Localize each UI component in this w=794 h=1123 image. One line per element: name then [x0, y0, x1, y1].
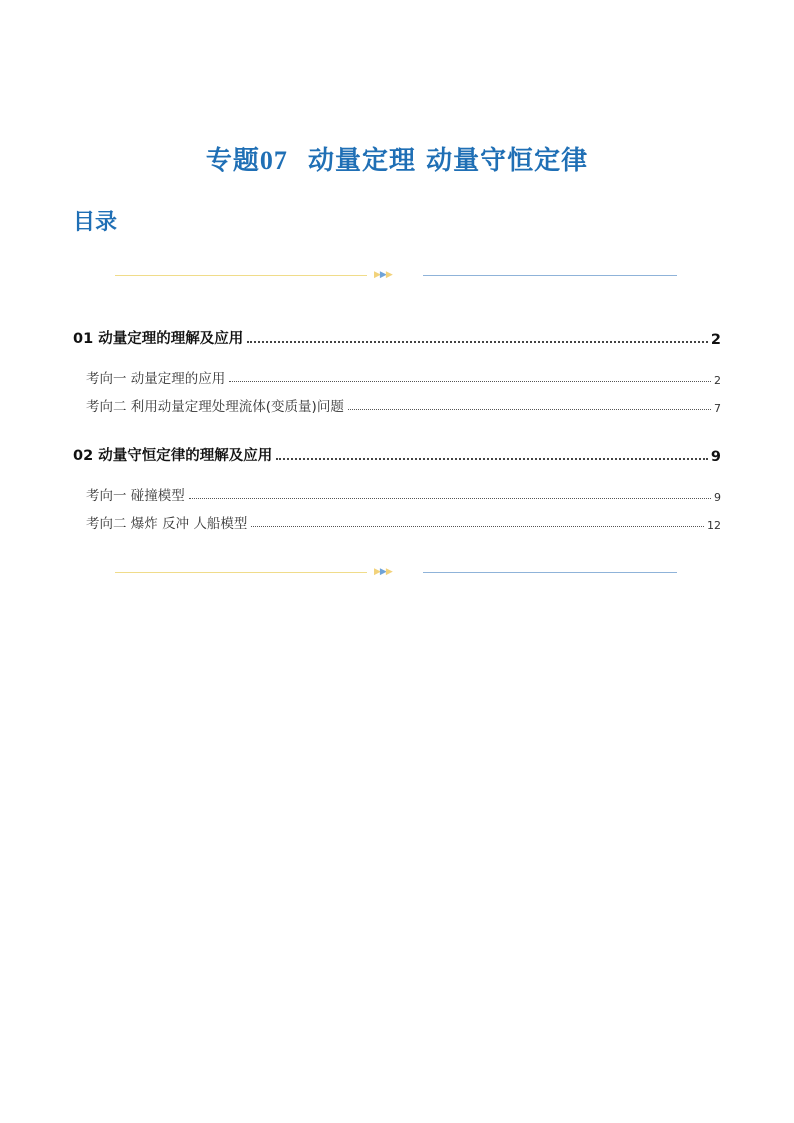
toc-leader-dots	[348, 408, 711, 410]
toc-entry-label: 考向二 爆炸 反冲 人船模型	[86, 516, 248, 532]
toc-entry-section-02[interactable]	[73, 445, 721, 465]
toc-entry-page: 9	[710, 449, 721, 465]
toc-entry-2-1[interactable]	[86, 486, 721, 504]
toc-entry-1-2[interactable]	[86, 397, 721, 415]
toc-entry-label: 02 动量守恒定律的理解及应用	[73, 448, 273, 464]
toc-entry-1-1[interactable]	[86, 369, 721, 387]
toc-entry-page: 2	[714, 374, 721, 387]
divider-left-line	[115, 275, 367, 276]
toc-entry-label: 01 动量定理的理解及应用	[73, 331, 244, 347]
divider-bottom	[115, 568, 677, 578]
toc-entry-label: 考向一 碰撞模型	[86, 488, 185, 504]
toc-leader-dots	[229, 380, 711, 382]
title-prefix: 专题	[205, 146, 260, 176]
title-main: 动量定理 动量守恒定律	[308, 146, 589, 176]
toc-entry-label: 考向一 动量定理的应用	[86, 371, 226, 387]
toc-leader-dots	[189, 497, 711, 499]
title-number: 07	[259, 146, 288, 175]
toc-entry-section-01[interactable]	[73, 328, 721, 348]
divider-right-line	[423, 572, 677, 573]
divider-right-line	[423, 275, 677, 276]
document-title	[0, 140, 794, 177]
arrow-icon-group: ▶▶▶	[374, 567, 392, 577]
toc-entry-page: 9	[714, 491, 721, 504]
toc-leader-dots	[276, 457, 708, 460]
toc-entry-page: 2	[710, 332, 721, 348]
toc-heading: 目录	[73, 210, 118, 235]
divider-left-line	[115, 572, 367, 573]
toc-leader-dots	[251, 525, 704, 527]
toc-entry-2-2[interactable]	[86, 514, 721, 532]
toc-leader-dots	[247, 340, 708, 343]
toc-entry-label: 考向二 利用动量定理处理流体(变质量)问题	[86, 399, 344, 415]
toc-entry-page: 7	[714, 402, 721, 415]
divider-top	[115, 271, 677, 281]
toc-entry-page: 12	[707, 519, 721, 532]
arrow-icon-group: ▶▶▶	[374, 270, 392, 280]
